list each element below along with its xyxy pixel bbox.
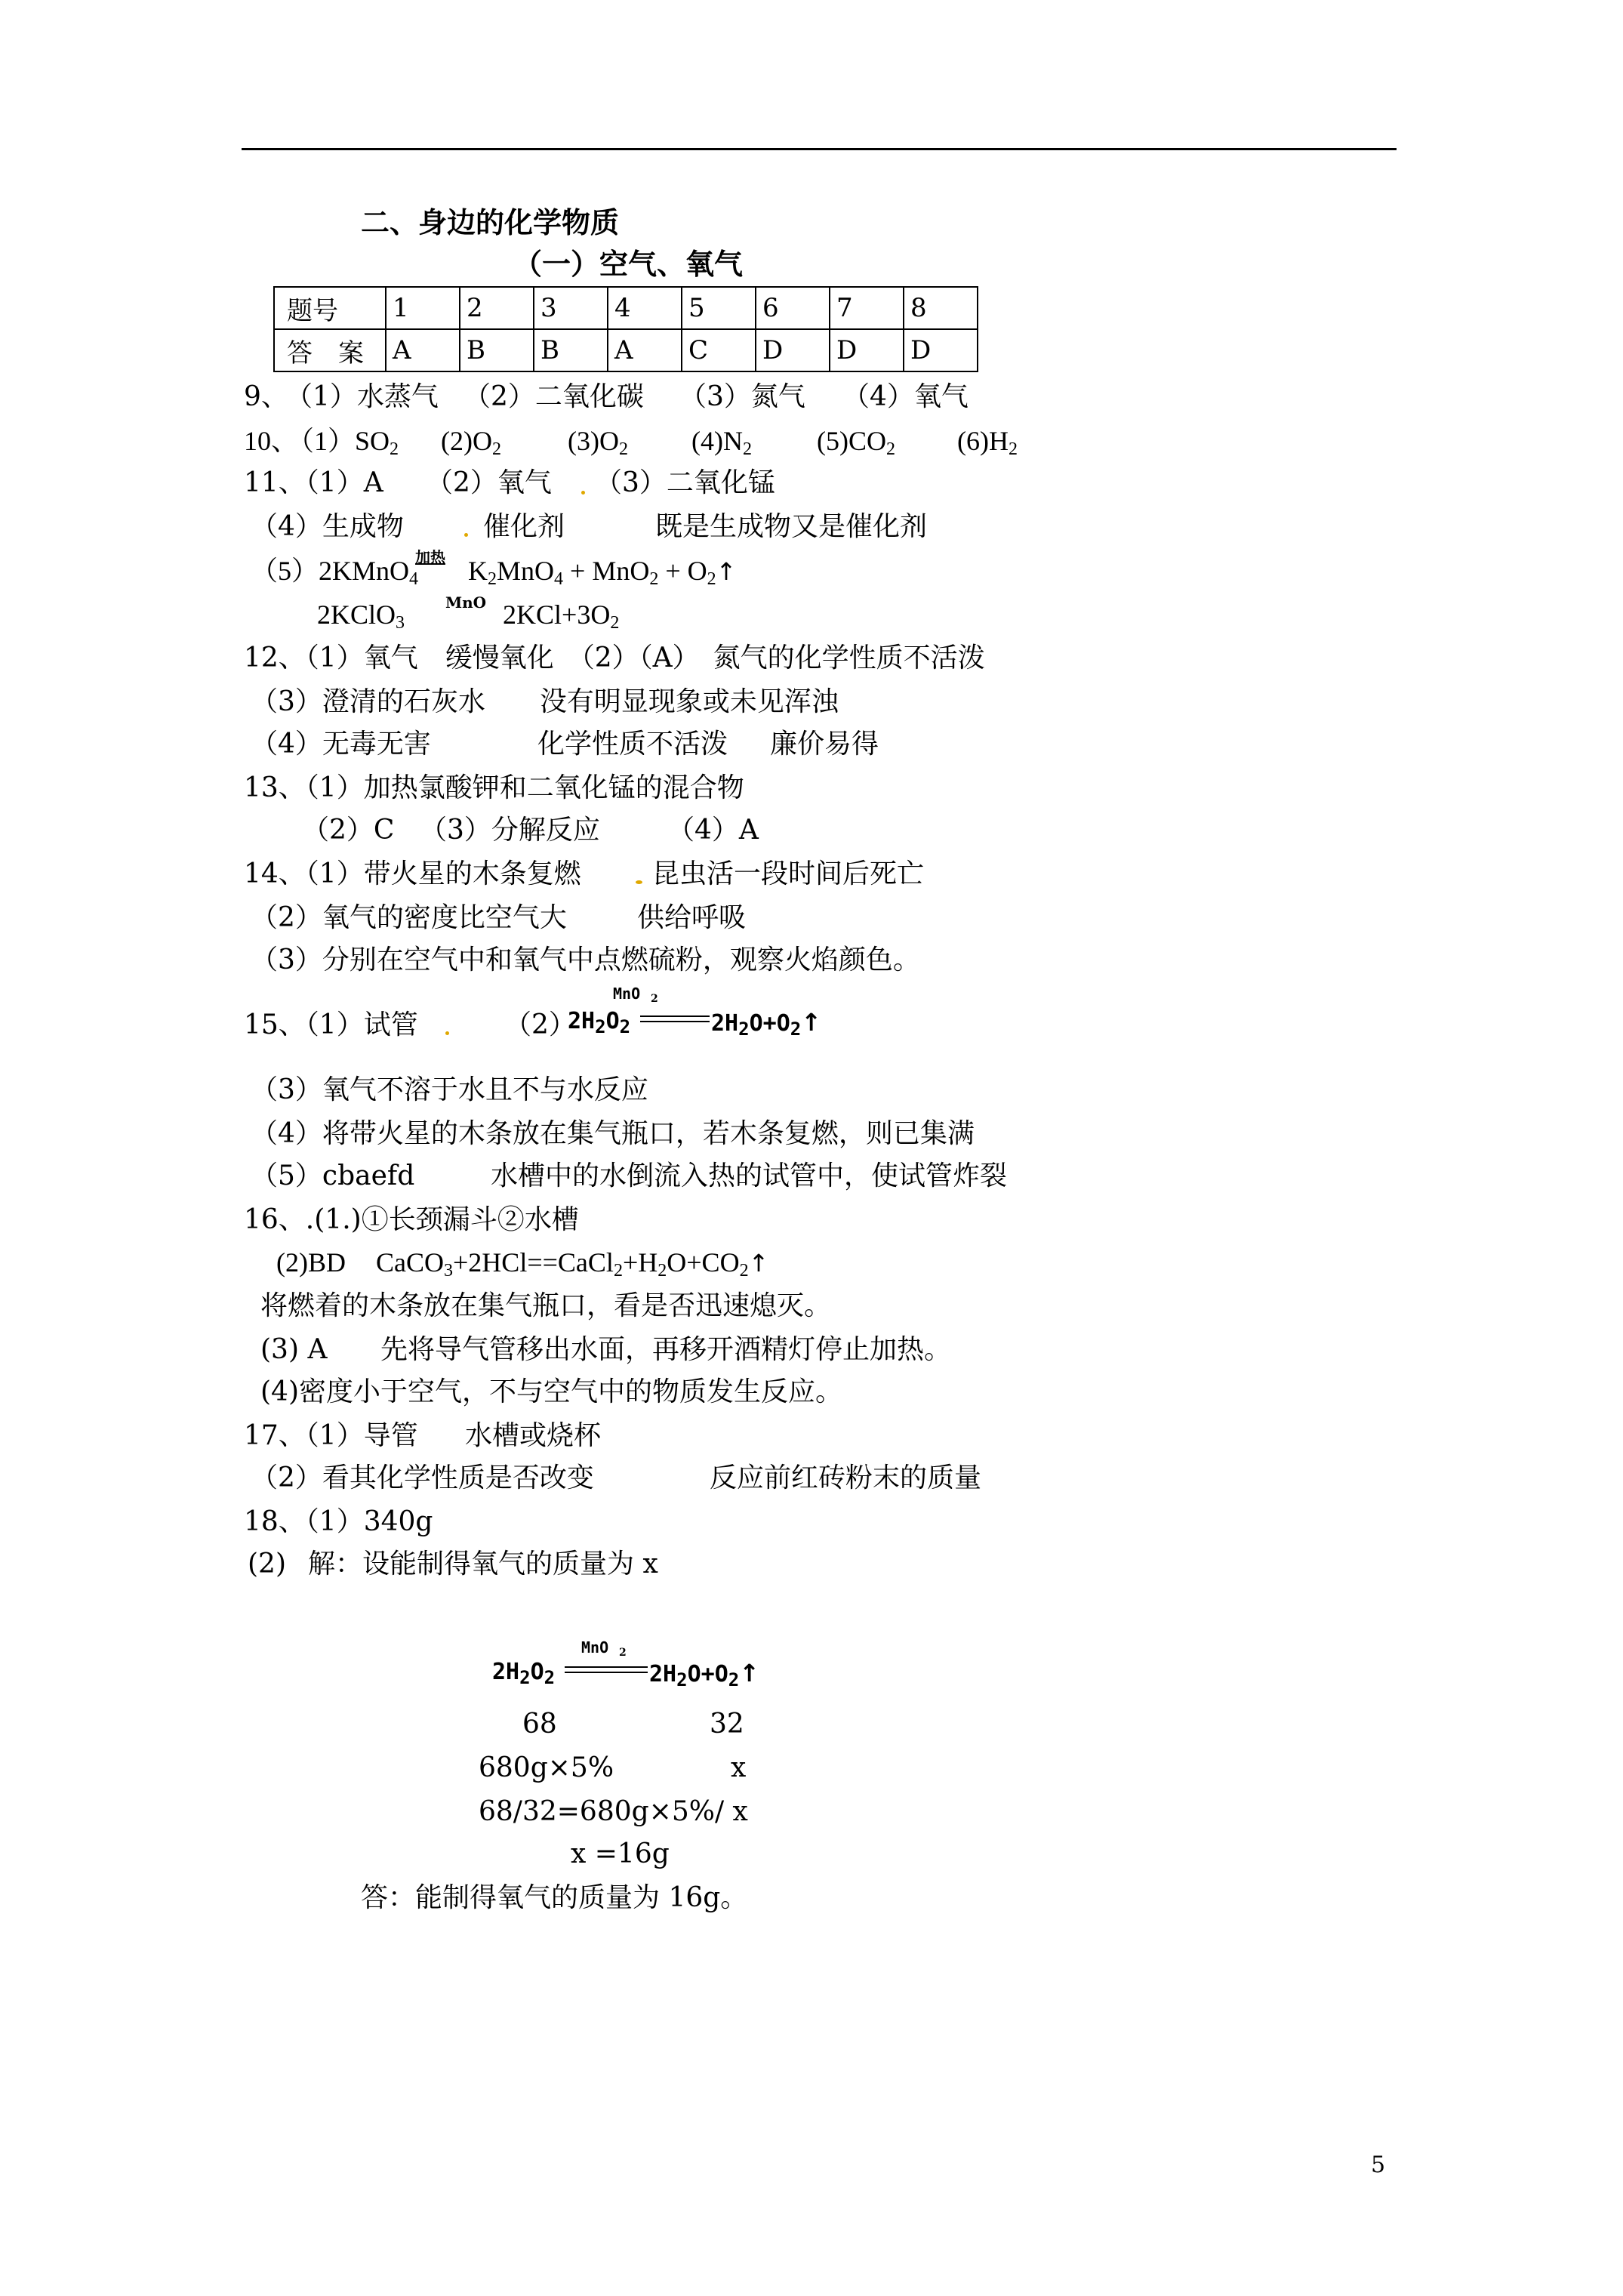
answer-table [273, 286, 978, 372]
q9-part3: （3）氮气 [679, 381, 805, 412]
table-cell: 8 [904, 287, 978, 329]
table-header-cell: 题号 [274, 287, 386, 329]
up-arrow-icon: ↑ [716, 557, 737, 586]
q18-answer: 答：能制得氧气的质量为 16g。 [361, 1882, 748, 1913]
equation-right: $2H_2O+O_2↑$ [649, 1659, 760, 1690]
q11-eq1-products: $K_2MnO_4 + MnO_2$ + $O_2↑$ [468, 556, 737, 589]
q11-eq1-condition: 加热 [415, 548, 445, 566]
equation-condition-sub: 2 [619, 1647, 627, 1659]
equation-line [640, 1021, 710, 1022]
q16-line5: (4)密度小于空气，不与空气中的物质发生反应。 [260, 1376, 842, 1407]
equation-left: $2H_2O_2$ [568, 1008, 631, 1037]
q11-eq1: （5）2KMnO$_4$ [251, 556, 419, 589]
up-arrow-icon: ↑ [801, 1008, 822, 1037]
table-row [274, 329, 978, 371]
q11-line1-c: （3）二氧化锰 [595, 467, 775, 498]
q13-line2-a: （2）C [302, 815, 395, 846]
q14-line1-b: 昆虫活一段时间后死亡 [652, 858, 925, 889]
stray-dot [581, 491, 585, 495]
q16-line3: 将燃着的木条放在集气瓶口，看是否迅速熄灭。 [260, 1290, 832, 1321]
page-number: 5 [1371, 2152, 1386, 2178]
q15-line1-b: （2） [504, 1009, 576, 1040]
table-cell: A [386, 329, 460, 371]
q17-line2-b: 反应前红砖粉末的质量 [710, 1462, 982, 1493]
q18-mass-h2o2: 68 [522, 1709, 557, 1740]
q16-line4-a: (3) A [260, 1334, 328, 1365]
q10-part5: $(5)CO_2$ [817, 426, 895, 459]
q15-line4-b: 水槽中的水倒流入热的试管中，使试管炸裂 [491, 1160, 1008, 1191]
q12-line3-a: （4）无毒无害 [251, 729, 431, 760]
q11-line2-a: （4）生成物 [251, 511, 404, 542]
q10-part4: $(4)N_2$ [691, 426, 752, 459]
table-cell: D [756, 329, 830, 371]
stray-dot [445, 1031, 449, 1035]
table-cell: 3 [534, 287, 608, 329]
q11-line1-a: 11、（1）A [244, 467, 383, 498]
q18-given-mass: 680g×5% [479, 1752, 614, 1783]
q15-line1-a: 15、（1）试管 [244, 1009, 418, 1040]
q9-num: 9、 [244, 381, 288, 412]
equation-line [565, 1666, 648, 1668]
q17-line1-b: 水槽或烧杯 [465, 1420, 602, 1451]
q13-line1: 13、（1）加热氯酸钾和二氧化锰的混合物 [244, 772, 744, 803]
q11-eq2-left: 2KClO$_3$ [317, 599, 405, 633]
q9-part4: （4）氧气 [842, 381, 969, 412]
table-cell: 5 [682, 287, 756, 329]
q11-line2-b: 催化剂 [483, 511, 565, 542]
q11-eq2-condition: MnO [445, 593, 487, 612]
table-cell: 6 [756, 287, 830, 329]
q10-part1: $(1)SO_2$ [287, 426, 399, 459]
section-title: 二、身边的化学物质 [361, 205, 620, 239]
q9-part2: （2）二氧化碳 [463, 381, 644, 412]
equation-condition: MnO [581, 1638, 609, 1657]
q16-line1: 16、.(1.)①长颈漏斗②水槽 [244, 1204, 579, 1235]
q15-line4-a: （5）cbaefd [251, 1160, 415, 1191]
table-cell: 1 [386, 287, 460, 329]
table-cell: B [460, 329, 534, 371]
q14-line1-a: 14、（1）带火星的木条复燃 [244, 858, 581, 889]
table-cell: 2 [460, 287, 534, 329]
table-cell: D [904, 329, 978, 371]
table-cell: A [608, 329, 682, 371]
q16-line2-a: (2)BD [276, 1247, 346, 1277]
table-header-cell: 答 案 [274, 329, 386, 371]
table-cell: B [534, 329, 608, 371]
q15-line2: （3）氧气不溶于水且不与水反应 [251, 1074, 648, 1105]
q13-line2-c: （4）A [667, 815, 759, 846]
q9-part1: （1）水蒸气 [285, 381, 439, 412]
subsection-title: （一）空气、氧气 [513, 247, 744, 281]
q17-line1-a: 17、（1）导管 [244, 1420, 418, 1451]
q18-mass-o2: 32 [710, 1709, 744, 1740]
equation-condition: MnO [613, 985, 641, 1003]
q13-line2-b: （3）分解反应 [420, 815, 600, 846]
q18-line2-a: (2) [248, 1549, 286, 1579]
q10-part2: $(2)O_2$ [441, 426, 501, 459]
q11-line1-b: （2）氧气 [426, 467, 552, 498]
q17-line2-a: （2）看其化学性质是否改变 [251, 1462, 594, 1493]
up-arrow-icon: ↑ [748, 1249, 769, 1277]
equation-condition-sub: 2 [651, 993, 658, 1005]
q10-part3: $(3)O_2$ [568, 426, 628, 459]
q14-line2-b: 供给呼吸 [637, 902, 747, 933]
q16-line4-b: 先将导气管移出水面，再移开酒精灯停止加热。 [380, 1334, 952, 1365]
equation-left: $2H_2O_2$ [492, 1659, 556, 1688]
q11-line2-c: 既是生成物又是催化剂 [655, 511, 928, 542]
q16-line2-eq: $CaCO_3+2HCl==CaCl_2+H_2O+CO_2↑$ [376, 1247, 769, 1281]
q14-line3: （3）分别在空气中和氧气中点燃硫粉，观察火焰颜色。 [251, 945, 920, 975]
q12-line3-b: 化学性质不活泼 [537, 729, 728, 760]
q12-line2: （3）澄清的石灰水 没有明显现象或未见浑浊 [251, 686, 839, 717]
q18-line2-b: 解：设能制得氧气的质量为 x [308, 1549, 658, 1579]
q18-unknown: x [731, 1752, 747, 1783]
equation-right: $2H_2O+O_2↑$ [711, 1008, 822, 1040]
table-row [274, 287, 978, 329]
equation-line [640, 1015, 710, 1017]
up-arrow-icon: ↑ [739, 1659, 760, 1687]
q18-result: x =16g [571, 1838, 670, 1869]
table-cell: 7 [830, 287, 904, 329]
q10-part6: $(6)H_2$ [957, 426, 1018, 459]
q12-line1: 12、（1）氧气 缓慢氧化 （2）（A） 氮气的化学性质不活泼 [244, 643, 985, 673]
q11-eq2-right: $2KCl+3O_2$ [503, 599, 620, 633]
stray-dot [636, 880, 642, 884]
q10-num: 10、 [244, 426, 299, 456]
table-cell: 4 [608, 287, 682, 329]
equation-line [565, 1672, 648, 1673]
q18-calc: 68/32=680g×5%/ x [479, 1796, 748, 1827]
q15-line3: （4）将带火星的木条放在集气瓶口，若木条复燃，则已集满 [251, 1118, 975, 1149]
table-cell: D [830, 329, 904, 371]
table-cell: C [682, 329, 756, 371]
q18-line1: 18、（1）340g [244, 1506, 433, 1537]
stray-dot [464, 533, 468, 537]
q12-line3-c: 廉价易得 [770, 729, 879, 760]
q14-line2-a: （2）氧气的密度比空气大 [251, 902, 567, 933]
header-rule [242, 148, 1397, 150]
